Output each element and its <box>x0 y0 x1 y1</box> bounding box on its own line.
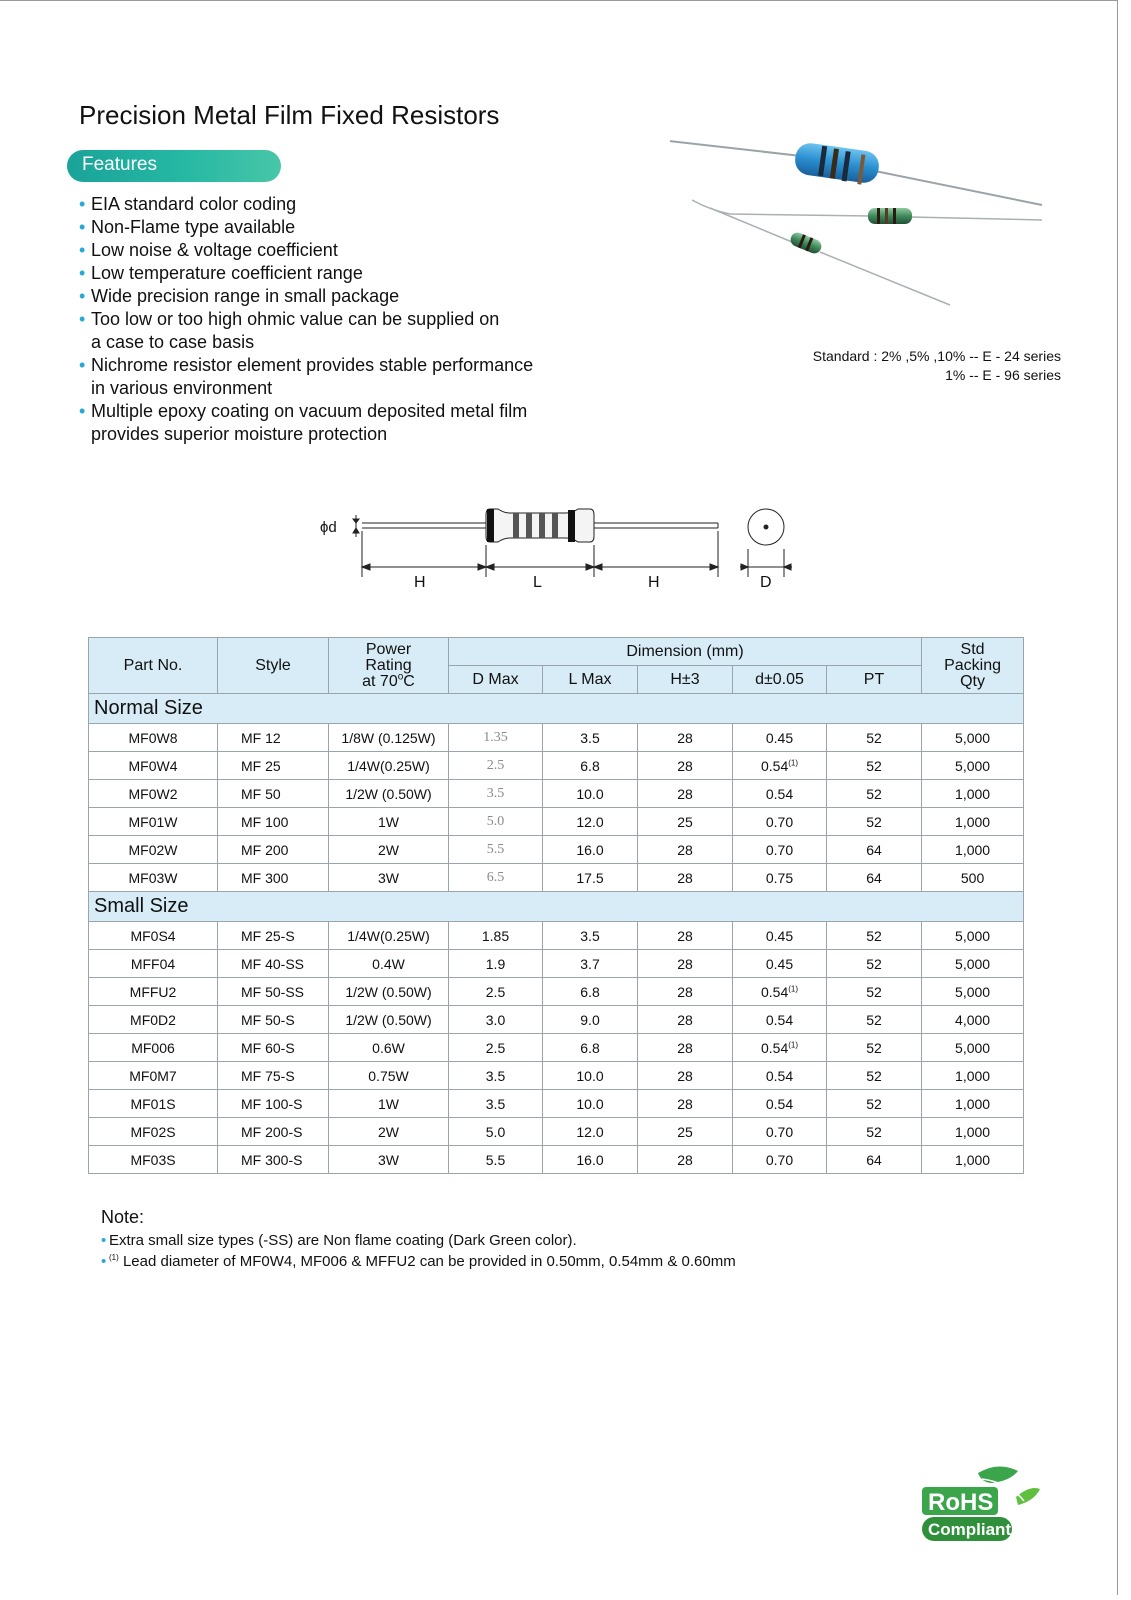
cell-d <box>733 922 827 950</box>
lead-diameter-value: 0.54 <box>760 757 789 774</box>
cell-d <box>733 978 827 1006</box>
cell-dmax: 3.5 <box>449 1062 543 1090</box>
footnote-marker: (1) <box>788 983 799 993</box>
header-d-lead: d±0.05 <box>733 666 827 694</box>
feature-text: • Low noise & voltage coefficient <box>91 240 338 260</box>
feature-item <box>79 285 533 308</box>
cell-part: MFFU2 <box>89 978 218 1006</box>
cell-power: 1/4W(0.25W) <box>329 752 449 780</box>
header-l-max: L Max <box>543 666 638 694</box>
lead-diameter-value: 0.75 <box>765 869 794 886</box>
cell-dmax: 5.0 <box>449 1118 543 1146</box>
cell-part: MF0W2 <box>89 780 218 808</box>
cell-d <box>733 836 827 864</box>
feature-item <box>79 400 533 446</box>
cell-dmax: 1.85 <box>449 922 543 950</box>
cell-pt: 52 <box>827 978 922 1006</box>
note-item <box>101 1251 736 1272</box>
header-power-line2: Rating <box>365 656 412 674</box>
table-row <box>89 1006 1024 1034</box>
small-resistor <box>692 200 1042 224</box>
cell-style: MF 40-SS <box>218 950 329 978</box>
cell-pt: 64 <box>827 1146 922 1174</box>
feature-item <box>79 216 533 239</box>
cell-lmax: 10.0 <box>543 780 638 808</box>
tolerance-series <box>813 347 1061 385</box>
header-power-temp: at 70 <box>362 672 398 690</box>
cell-qty: 5,000 <box>922 950 1024 978</box>
cell-style: MF 60-S <box>218 1034 329 1062</box>
table-row <box>89 808 1024 836</box>
cell-lmax: 16.0 <box>543 836 638 864</box>
header-style: Style <box>218 638 329 694</box>
cell-part: MF0W4 <box>89 752 218 780</box>
cell-dmax: 5.5 <box>449 836 543 864</box>
cell-power: 1/2W (0.50W) <box>329 1006 449 1034</box>
cell-dmax: 3.5 <box>449 1090 543 1118</box>
cell-d <box>733 752 827 780</box>
table-row <box>89 922 1024 950</box>
lead-diameter-value: 0.45 <box>765 927 794 944</box>
cell-part: MF01W <box>89 808 218 836</box>
resistor-photo <box>670 130 1070 330</box>
lead-diameter-value: 0.54 <box>765 1011 794 1028</box>
cell-h: 28 <box>638 864 733 892</box>
footnote-marker: (1) <box>788 757 799 767</box>
cell-power: 0.6W <box>329 1034 449 1062</box>
cell-qty: 5,000 <box>922 724 1024 752</box>
cell-part: MF0M7 <box>89 1062 218 1090</box>
cell-d <box>733 1006 827 1034</box>
section-label: Small Size <box>89 892 1024 922</box>
header-power-degree: o <box>397 671 404 683</box>
cell-qty: 500 <box>922 864 1024 892</box>
cell-h: 28 <box>638 1090 733 1118</box>
cell-dmax: 2.5 <box>449 752 543 780</box>
cell-qty: 5,000 <box>922 752 1024 780</box>
cell-d <box>733 1034 827 1062</box>
lead-diameter-value: 0.54 <box>765 785 794 802</box>
cell-pt: 64 <box>827 864 922 892</box>
cell-d <box>733 1118 827 1146</box>
cell-style: MF 50-SS <box>218 978 329 1006</box>
features-badge <box>67 150 281 182</box>
rohs-compliant-logo <box>918 1465 1046 1545</box>
h-left-label: H <box>414 574 426 591</box>
cell-d <box>733 864 827 892</box>
lead-diameter-value: 0.70 <box>765 841 794 858</box>
cell-style: MF 300 <box>218 864 329 892</box>
cell-qty: 1,000 <box>922 836 1024 864</box>
header-part-no: Part No. <box>89 638 218 694</box>
cell-dmax: 2.5 <box>449 978 543 1006</box>
cell-d <box>733 1062 827 1090</box>
note-title: Note: <box>101 1207 145 1227</box>
cell-part: MFF04 <box>89 950 218 978</box>
cell-lmax: 16.0 <box>543 1146 638 1174</box>
cell-h: 28 <box>638 1062 733 1090</box>
cell-power: 1W <box>329 1090 449 1118</box>
lead-diameter-value: 0.70 <box>765 1123 794 1140</box>
lead-diameter-value: 0.54 <box>765 1095 794 1112</box>
table-row <box>89 1118 1024 1146</box>
cell-qty: 1,000 <box>922 780 1024 808</box>
cell-pt: 52 <box>827 808 922 836</box>
cell-lmax: 3.5 <box>543 922 638 950</box>
note-marker: (1) <box>109 1253 119 1262</box>
note-item <box>101 1230 736 1251</box>
cell-style: MF 100-S <box>218 1090 329 1118</box>
header-std-packing <box>922 638 1024 694</box>
section-header-row <box>89 694 1024 724</box>
feature-item <box>79 308 533 354</box>
compliant-text: Compliant <box>928 1520 1012 1539</box>
feature-item <box>79 239 533 262</box>
cell-qty: 1,000 <box>922 808 1024 836</box>
cell-pt: 52 <box>827 950 922 978</box>
cell-dmax: 1.9 <box>449 950 543 978</box>
cell-part: MF0D2 <box>89 1006 218 1034</box>
cell-power: 2W <box>329 1118 449 1146</box>
cell-qty: 1,000 <box>922 1090 1024 1118</box>
cell-pt: 52 <box>827 724 922 752</box>
cell-power: 1/4W(0.25W) <box>329 922 449 950</box>
cell-part: MF03W <box>89 864 218 892</box>
feature-text: • Non-Flame type available <box>91 217 296 237</box>
feature-item <box>79 262 533 285</box>
cell-style: MF 50-S <box>218 1006 329 1034</box>
features-list <box>79 193 533 446</box>
lead-diameter-value: 0.45 <box>765 729 794 746</box>
section-header-row <box>89 892 1024 922</box>
cell-h: 25 <box>638 808 733 836</box>
d-label: D <box>760 574 772 591</box>
cell-h: 28 <box>638 1006 733 1034</box>
h-right-label: H <box>648 574 660 591</box>
lead-diameter-value: 0.54 <box>760 983 789 1000</box>
cell-style: MF 200 <box>218 836 329 864</box>
cell-style: MF 100 <box>218 808 329 836</box>
cell-dmax: 3.0 <box>449 1006 543 1034</box>
feature-item <box>79 354 533 400</box>
cell-power: 0.4W <box>329 950 449 978</box>
cell-dmax: 3.5 <box>449 780 543 808</box>
notes-list <box>101 1230 736 1272</box>
cell-d <box>733 950 827 978</box>
feature-text: • Multiple epoxy coating on vacuum deposited metal film <box>91 401 528 421</box>
cell-lmax: 10.0 <box>543 1062 638 1090</box>
section-label: Normal Size <box>89 694 1024 724</box>
feature-text: provides superior moisture protection <box>91 424 388 444</box>
cell-dmax: 5.5 <box>449 1146 543 1174</box>
lead-diameter-value: 0.54 <box>765 1067 794 1084</box>
table-row <box>89 950 1024 978</box>
header-dimension: Dimension (mm) <box>449 638 922 666</box>
cell-pt: 52 <box>827 752 922 780</box>
cell-dmax: 6.5 <box>449 864 543 892</box>
header-std-line3: Qty <box>960 672 985 690</box>
cell-part: MF02W <box>89 836 218 864</box>
cell-lmax: 12.0 <box>543 1118 638 1146</box>
header-power-rating <box>329 638 449 694</box>
cell-h: 25 <box>638 1118 733 1146</box>
cell-qty: 1,000 <box>922 1146 1024 1174</box>
header-std-line1: Std <box>960 640 985 658</box>
cell-style: MF 75-S <box>218 1062 329 1090</box>
lead-diameter-value: 0.54 <box>760 1039 789 1056</box>
cell-h: 28 <box>638 950 733 978</box>
dimension-drawing <box>320 505 810 605</box>
feature-text: • Too low or too high ohmic value can be supplied on <box>91 309 500 329</box>
cell-pt: 52 <box>827 922 922 950</box>
cell-dmax: 1.35 <box>449 724 543 752</box>
feature-text: a case to case basis <box>91 332 255 352</box>
feature-text: • Low temperature coefficient range <box>91 263 363 283</box>
lead-diameter-value: 0.70 <box>765 1151 794 1168</box>
features-label: Features <box>82 154 157 175</box>
cell-power: 2W <box>329 836 449 864</box>
table-row <box>89 780 1024 808</box>
cell-power: 3W <box>329 864 449 892</box>
cell-part: MF01S <box>89 1090 218 1118</box>
note-text: Lead diameter of MF0W4, MF006 & MFFU2 can be provided in 0.50mm, 0.54mm & 0.60mm <box>122 1253 736 1270</box>
cell-qty: 1,000 <box>922 1062 1024 1090</box>
cell-pt: 64 <box>827 836 922 864</box>
note-text: Extra small size types (-SS) are Non flame coating (Dark Green color). <box>109 1232 577 1249</box>
header-h: H±3 <box>638 666 733 694</box>
phi-d-label: ϕd <box>320 519 337 536</box>
l-label: L <box>533 574 542 591</box>
cell-qty: 5,000 <box>922 1034 1024 1062</box>
rohs-text: RoHS <box>928 1489 994 1516</box>
cell-d <box>733 1090 827 1118</box>
cell-part: MF03S <box>89 1146 218 1174</box>
cell-lmax: 3.7 <box>543 950 638 978</box>
cell-qty: 1,000 <box>922 1118 1024 1146</box>
cell-qty: 4,000 <box>922 1006 1024 1034</box>
page-title: Precision Metal Film Fixed Resistors <box>79 100 500 130</box>
header-pt: PT <box>827 666 922 694</box>
cell-part: MF006 <box>89 1034 218 1062</box>
cell-lmax: 9.0 <box>543 1006 638 1034</box>
footnote-marker: (1) <box>788 1039 799 1049</box>
cell-lmax: 12.0 <box>543 808 638 836</box>
cell-h: 28 <box>638 978 733 1006</box>
feature-text: • Wide precision range in small package <box>91 286 400 306</box>
series-line-precision: 1% -- E - 96 series <box>945 367 1061 383</box>
cell-lmax: 3.5 <box>543 724 638 752</box>
table-row <box>89 1062 1024 1090</box>
table-row <box>89 752 1024 780</box>
cell-style: MF 50 <box>218 780 329 808</box>
cell-power: 1/8W (0.125W) <box>329 724 449 752</box>
cell-pt: 52 <box>827 780 922 808</box>
table-row <box>89 836 1024 864</box>
cell-lmax: 10.0 <box>543 1090 638 1118</box>
header-d-max: D Max <box>449 666 543 694</box>
lead-diameter-value: 0.45 <box>765 955 794 972</box>
table-row <box>89 724 1024 752</box>
cell-power: 1/2W (0.50W) <box>329 978 449 1006</box>
header-power-line3 <box>329 671 448 690</box>
cell-part: MF0S4 <box>89 922 218 950</box>
cell-style: MF 12 <box>218 724 329 752</box>
cell-h: 28 <box>638 1146 733 1174</box>
cell-d <box>733 1146 827 1174</box>
feature-text: in various environment <box>91 378 273 398</box>
header-power-unit: C <box>403 672 415 690</box>
cell-h: 28 <box>638 724 733 752</box>
feature-text: • Nichrome resistor element provides stable performance <box>91 355 534 375</box>
mini-resistor <box>710 208 950 305</box>
cell-power: 0.75W <box>329 1062 449 1090</box>
cell-pt: 52 <box>827 1062 922 1090</box>
cell-style: MF 25 <box>218 752 329 780</box>
cell-h: 28 <box>638 836 733 864</box>
cell-lmax: 6.8 <box>543 752 638 780</box>
cell-lmax: 6.8 <box>543 978 638 1006</box>
cell-pt: 52 <box>827 1034 922 1062</box>
cell-power: 3W <box>329 1146 449 1174</box>
lead-diameter-value: 0.70 <box>765 813 794 830</box>
cell-pt: 52 <box>827 1090 922 1118</box>
table-row <box>89 978 1024 1006</box>
cell-style: MF 300-S <box>218 1146 329 1174</box>
cell-dmax: 2.5 <box>449 1034 543 1062</box>
header-std-line2: Packing <box>944 656 1002 674</box>
cell-lmax: 17.5 <box>543 864 638 892</box>
cell-power: 1/2W (0.50W) <box>329 780 449 808</box>
cell-d <box>733 780 827 808</box>
specification-table <box>88 637 1024 1174</box>
series-line-standard: Standard : 2% ,5% ,10% -- E - 24 series <box>812 348 1061 364</box>
cell-d <box>733 724 827 752</box>
cell-h: 28 <box>638 1034 733 1062</box>
table-row <box>89 1034 1024 1062</box>
cell-part: MF0W8 <box>89 724 218 752</box>
cell-qty: 5,000 <box>922 978 1024 1006</box>
cell-pt: 52 <box>827 1006 922 1034</box>
cell-style: MF 25-S <box>218 922 329 950</box>
cell-qty: 5,000 <box>922 922 1024 950</box>
feature-item <box>79 193 533 216</box>
cell-power: 1W <box>329 808 449 836</box>
cell-h: 28 <box>638 780 733 808</box>
table-row <box>89 1146 1024 1174</box>
cell-style: MF 200-S <box>218 1118 329 1146</box>
header-power-line1: Power <box>365 640 412 658</box>
cell-pt: 52 <box>827 1118 922 1146</box>
cell-dmax: 5.0 <box>449 808 543 836</box>
cell-lmax: 6.8 <box>543 1034 638 1062</box>
cell-part: MF02S <box>89 1118 218 1146</box>
large-resistor <box>670 140 1042 205</box>
cell-d <box>733 808 827 836</box>
cell-h: 28 <box>638 752 733 780</box>
cell-h: 28 <box>638 922 733 950</box>
table-row <box>89 1090 1024 1118</box>
feature-text: • EIA standard color coding <box>91 194 297 214</box>
table-row <box>89 864 1024 892</box>
